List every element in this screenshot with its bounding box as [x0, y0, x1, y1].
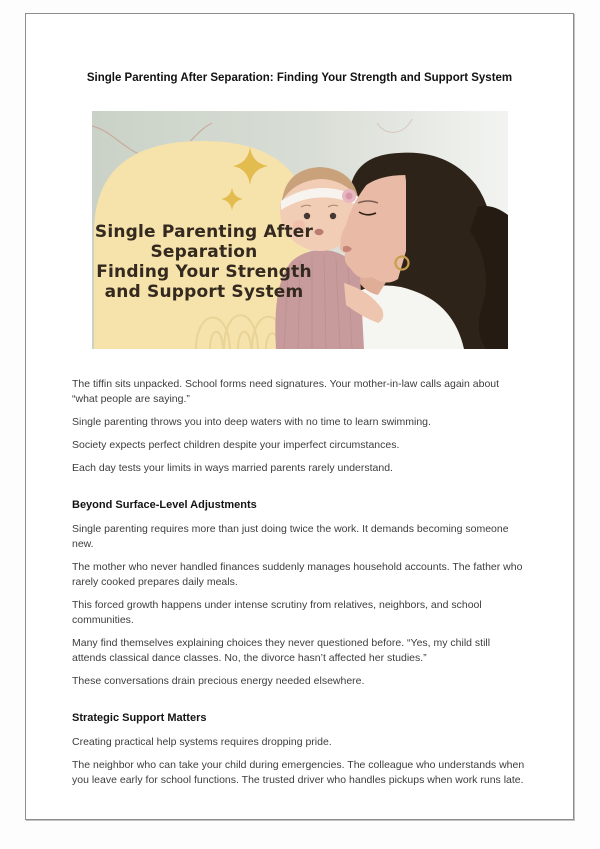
hero-heading	[94, 222, 313, 302]
intro-paragraph: Single parenting throws you into deep waters with no time to learn swimming.	[72, 416, 431, 428]
section-paragraph: Creating practical help systems requires dropping pride.	[72, 736, 332, 748]
section-paragraph: These conversations drain precious energy needed elsewhere.	[72, 675, 365, 687]
hero-image	[92, 111, 508, 349]
intro-paragraph: Each day tests your limits in ways married parents rarely understand.	[72, 462, 393, 474]
page-title: Single Parenting After Separation: Finding Your Strength and Support System	[86, 72, 513, 84]
section-paragraph: The mother who never handled finances suddenly manages household accounts. The father who rarely cooked prepares daily meals.	[72, 561, 523, 588]
intro-paragraph: The tiffin sits unpacked. School forms need signatures. Your mother-in-law calls again about “what people are saying.”	[72, 378, 500, 405]
section-paragraph: Many find themselves explaining choices they never questioned before. “Yes, my child still attends classical dance classes. No, the divorce hasn’t affected her studies.”	[72, 637, 491, 664]
hero-illustration	[92, 111, 508, 349]
document-page	[25, 13, 574, 820]
section-paragraph: The neighbor who can take your child during emergencies. The colleague who understands when you leave early for school functions. The trusted driver who handles pickups when work runs late.	[72, 759, 525, 786]
hero-heading-line2: Separation	[149, 242, 258, 262]
hero-heading-line4: and Support System	[104, 282, 303, 302]
section-heading-support: Strategic Support Matters	[72, 712, 207, 724]
hero-heading-line1: Single Parenting After	[94, 222, 313, 242]
section-heading-adjustments: Beyond Surface-Level Adjustments	[72, 499, 257, 511]
intro-paragraph: Society expects perfect children despite your imperfect circumstances.	[72, 439, 400, 451]
section-paragraph: This forced growth happens under intense scrutiny from relatives, neighbors, and school communities.	[72, 599, 482, 626]
hero-heading-line3: Finding Your Strength	[95, 262, 312, 282]
section-paragraph: Single parenting requires more than just doing twice the work. It demands becoming someone new.	[72, 523, 509, 550]
